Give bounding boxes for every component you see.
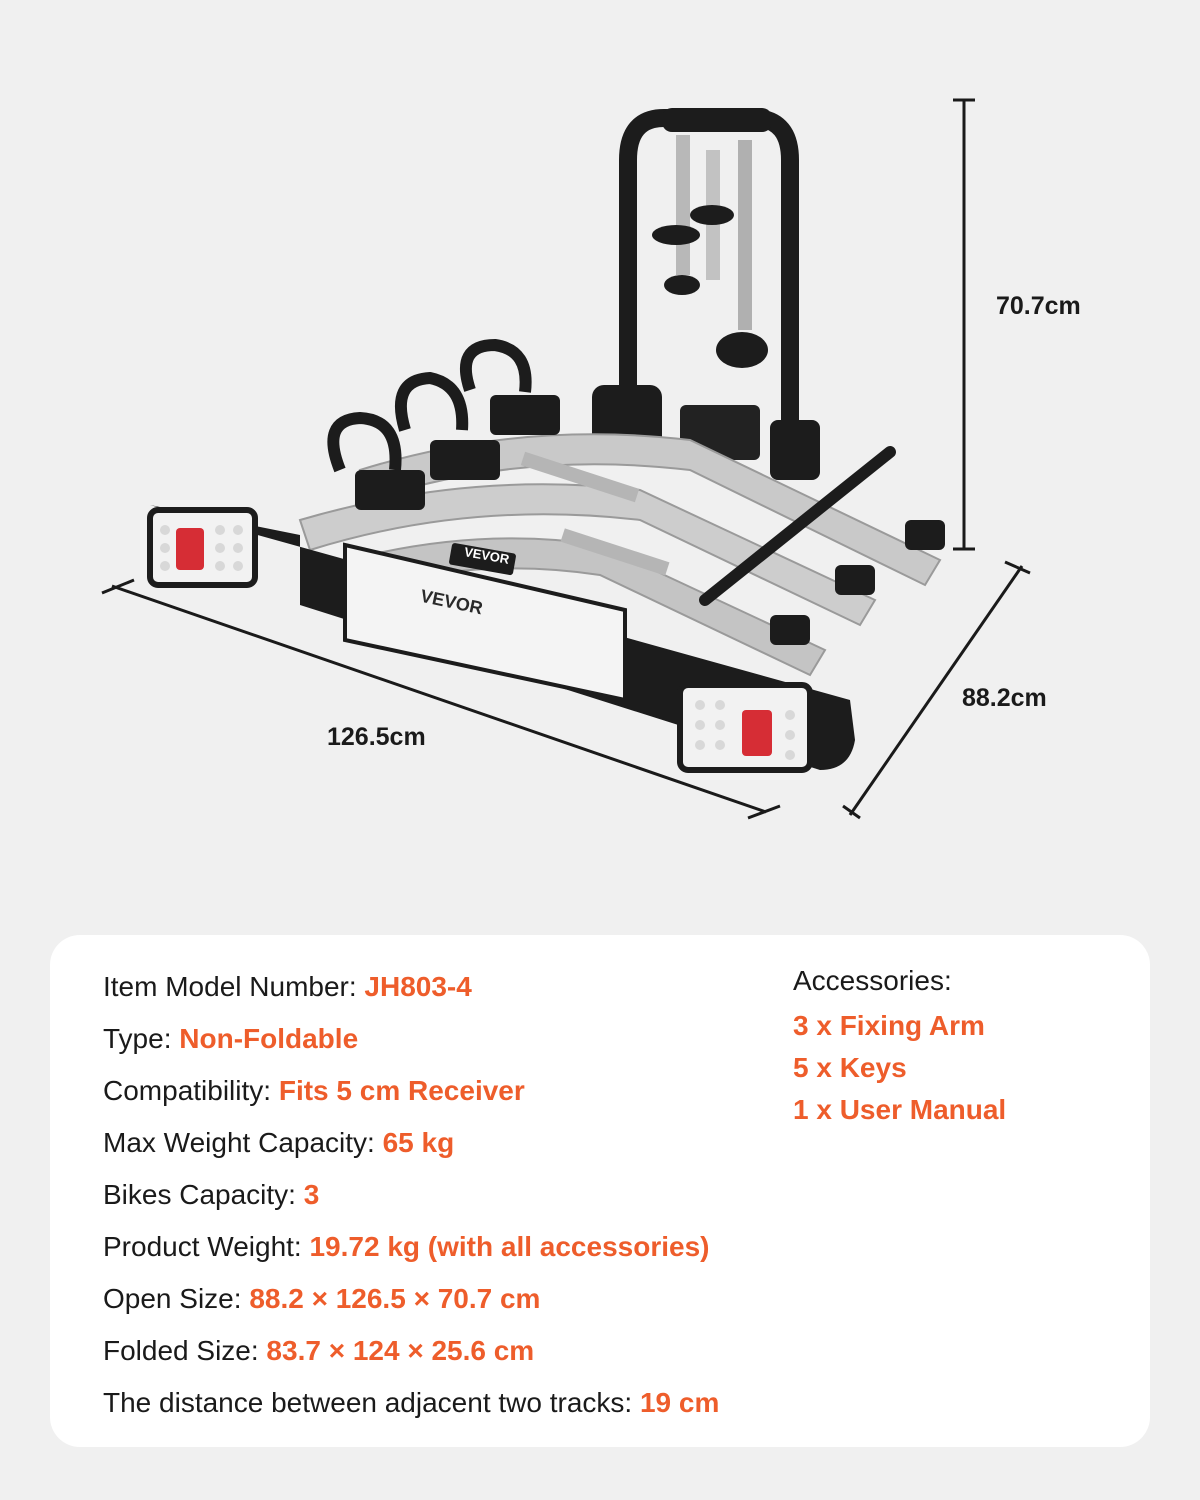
spec-value: Non-Foldable (179, 1023, 359, 1054)
spec-row-model (103, 961, 783, 1013)
spec-value: 19.72 kg (with all accessories) (309, 1231, 710, 1262)
spec-row-product-weight (103, 1221, 783, 1273)
spec-row-folded-size (103, 1325, 783, 1377)
brand-logo: VEVOR (463, 544, 511, 567)
accessory-item: 5 x Keys (793, 1052, 907, 1083)
spec-row-track-distance (103, 1377, 783, 1429)
accessories-title: Accessories: (793, 965, 952, 996)
spec-label: Max Weight Capacity: (103, 1127, 383, 1158)
spec-row-open-size (103, 1273, 783, 1325)
spec-label: Compatibility: (103, 1075, 279, 1106)
spec-row-max-weight (103, 1117, 783, 1169)
spec-value: 83.7 × 124 × 25.6 cm (266, 1335, 535, 1366)
accessory-item: 3 x Fixing Arm (793, 1010, 985, 1041)
accessory-item: 1 x User Manual (793, 1094, 1007, 1125)
spec-value: 88.2 × 126.5 × 70.7 cm (249, 1283, 541, 1314)
spec-label: Type: (103, 1023, 180, 1054)
spec-value: JH803-4 (364, 971, 472, 1002)
spec-label: Folded Size: (103, 1335, 267, 1366)
spec-value: 3 (303, 1179, 320, 1210)
spec-label: Bikes Capacity: (103, 1179, 304, 1210)
plate-logo: VEVOR (418, 585, 485, 619)
spec-value: Fits 5 cm Receiver (278, 1075, 525, 1106)
spec-value: 19 cm (639, 1387, 720, 1418)
spec-label: The distance between adjacent two tracks: (103, 1387, 640, 1418)
accessories-block (793, 961, 1123, 1131)
width-dimension-label: 126.5cm (327, 723, 426, 751)
spec-list (103, 961, 783, 1429)
depth-dimension-label: 88.2cm (962, 684, 1047, 712)
spec-row-bikes-capacity (103, 1169, 783, 1221)
spec-label: Open Size: (103, 1283, 250, 1314)
spec-card (50, 935, 1150, 1447)
spec-value: 65 kg (382, 1127, 455, 1158)
spec-row-compatibility (103, 1065, 783, 1117)
upright-frame (592, 108, 820, 480)
spec-label: Item Model Number: (103, 971, 365, 1002)
spec-row-type (103, 1013, 783, 1065)
height-dimension-label: 70.7cm (996, 292, 1081, 320)
spec-label: Product Weight: (103, 1231, 310, 1262)
